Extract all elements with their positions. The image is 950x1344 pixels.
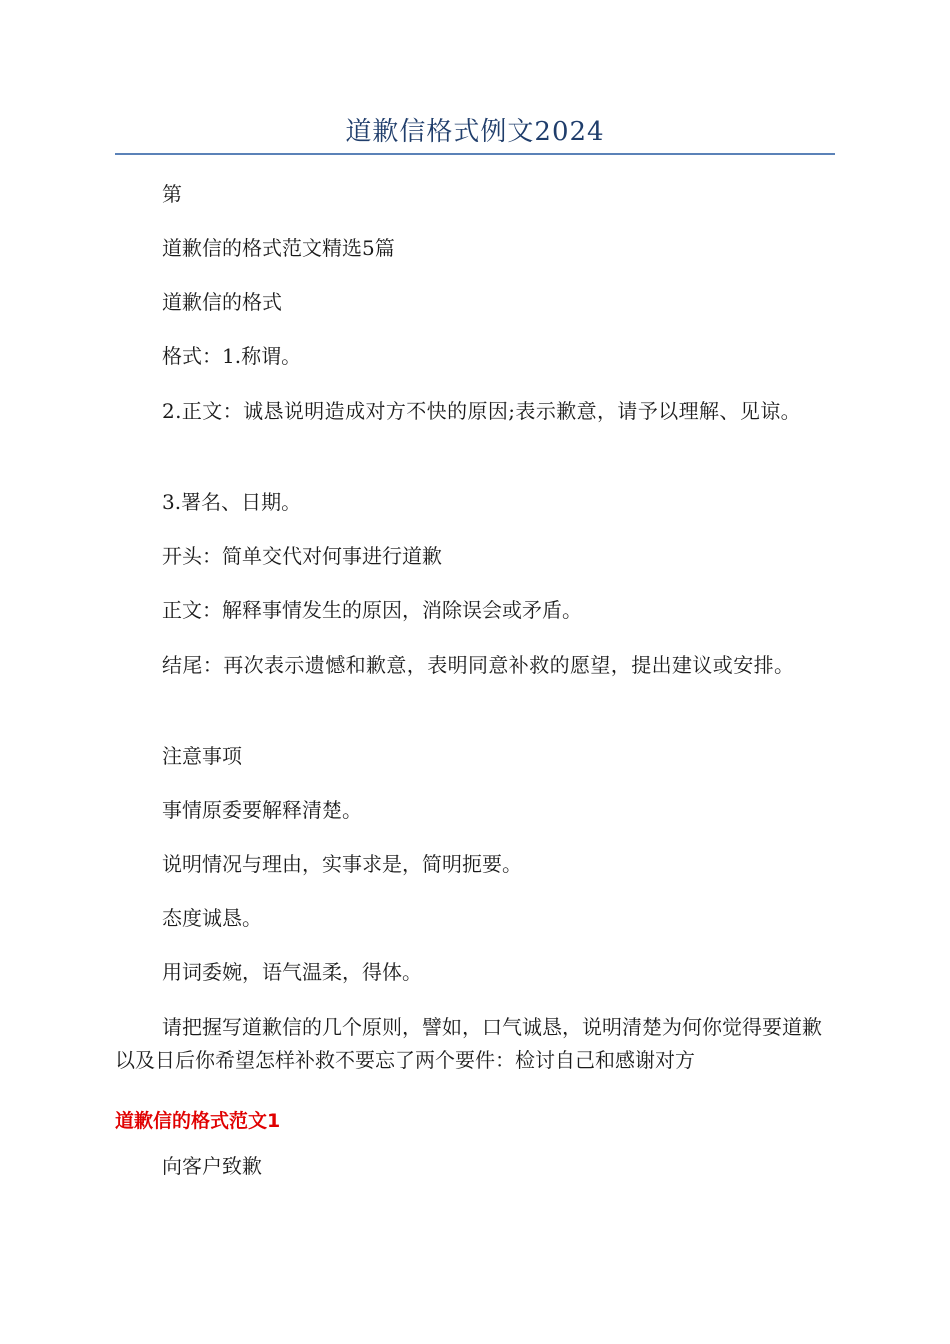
document-title: 道歉信格式例文2024 <box>345 117 605 147</box>
paragraph: 说明情况与理由，实事求是，简明扼要。 <box>162 852 522 876</box>
title-underline <box>115 153 835 155</box>
paragraph: 道歉信的格式 <box>162 290 282 314</box>
paragraph: 2.正文：诚恳说明造成对方不快的原因;表示歉意，请予以理解、见谅。 <box>162 399 802 423</box>
section-heading: 道歉信的格式范文1 <box>115 1110 281 1132</box>
paragraph: 用词委婉，语气温柔，得体。 <box>162 960 422 984</box>
paragraph: 开头：简单交代对何事进行道歉 <box>162 544 442 568</box>
paragraph: 正文：解释事情发生的原因，消除误会或矛盾。 <box>162 598 582 622</box>
paragraph: 第 <box>162 182 182 206</box>
paragraph: 注意事项 <box>162 744 242 768</box>
paragraph: 态度诚恳。 <box>162 906 262 930</box>
paragraph: 3.署名、日期。 <box>162 490 302 514</box>
paragraph: 格式：1.称谓。 <box>162 344 302 368</box>
paragraph: 事情原委要解释清楚。 <box>162 798 362 822</box>
paragraph: 结尾：再次表示遗憾和歉意，表明同意补救的愿望，提出建议或安排。 <box>162 653 795 677</box>
paragraph: 道歉信的格式范文精选5篇 <box>162 236 395 260</box>
paragraph: 向客户致歉 <box>162 1154 262 1178</box>
paragraph: 请把握写道歉信的几个原则，譬如，口气诚恳，说明清楚为何你觉得要道歉以及日后你希望怎样补救不要忘了两个要件：检讨自己和感谢对方 <box>115 1015 822 1072</box>
